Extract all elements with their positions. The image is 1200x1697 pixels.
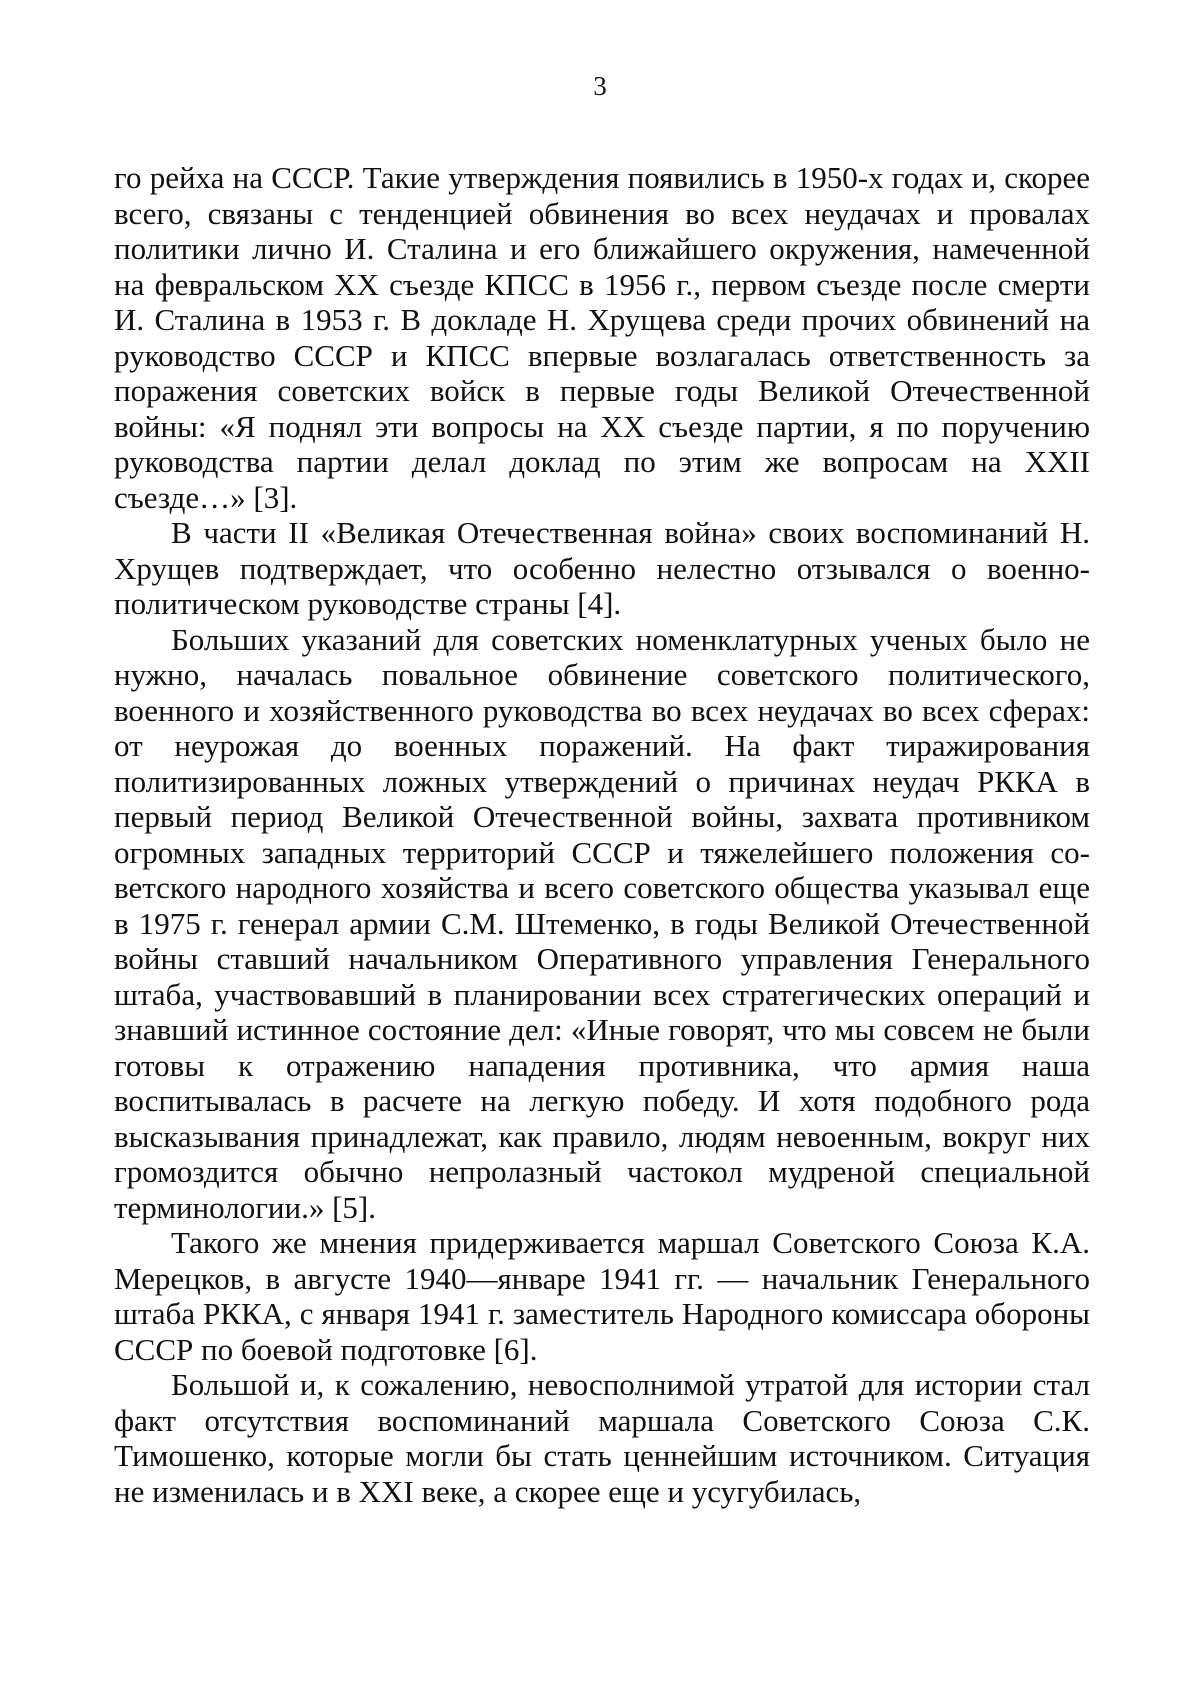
- page-number: 3: [593, 71, 607, 101]
- paragraph: Большой и, к сожалению, невосполнимой утратой для истории стал факт отсутствия воспоминаний маршала Советского Союза С.К. Тимошенко, которые могли бы стать ценнейшим источником. Ситуация не изменилась и в XXI веке, а скорее еще и усугубилась,: [114, 1367, 1090, 1509]
- paragraph: Больших указаний для советских номенклатурных ученых было не нужно, началась повальное обвинение советского политического, военного и хозяйственного руководства во всех неудачах во всех сферах: от неурожая до военных поражений. На факт тиражирования политизированных ложных утверждений о причинах неудач РККА в первый период Великой Отечественной войны, захвата противником огромных западных территорий СССР и тяжелейшего положения советского народного хозяйства и всего советского общества указывал еще в 1975 г. генерал армии С.М. Штеменко, в годы Великой Отечественной войны ставший начальником Оперативного управления Генерального штаба, участвовавший в планировании всех стратегических операций и знавший истинное состояние дел: «Иные говорят, что мы совсем не были готовы к отражению нападения противника, что армия наша воспитывалась в расчете на легкую победу. И хотя подобного рода высказывания принадлежат, как правило, людям невоенным, вокруг них громоздится обычно непролазный частокол мудреной специальной терминологии.» [5].: [114, 621, 1090, 1225]
- paragraph: Такого же мнения придерживается маршал Советского Союза К.А. Мерецков, в августе 1940—январе 1941 гг. — начальник Генерального штаба РККА, с января 1941 г. заместитель Народного комиссара обороны СССР по боевой подготовке [6].: [114, 1225, 1090, 1367]
- body-text: [114, 160, 1090, 1509]
- paragraph: го рейха на СССР. Такие утверждения появились в 1950-х годах и, скорее всего, связаны с тенденцией обвинения во всех неудачах и провалах политики лично И. Сталина и его ближайшего окружения, намеченной на февральском XX съезде КПСС в 1956 г., первом съезде после смерти И. Сталина в 1953 г. В докладе Н. Хрущева среди прочих обвинений на руководство СССР и КПСС впервые возлагалась ответственность за поражения советских войск в первые годы Великой Отечественной войны: «Я поднял эти вопросы на XX съезде партии, я по поручению руководства партии делал доклад по этим же вопросам на XXII съезде…» [3].: [114, 160, 1090, 515]
- paragraph: В части II «Великая Отечественная война» своих воспоминаний Н. Хрущев подтверждает, что особенно нелестно отзывался о военно-политическом руководстве страны [4].: [114, 515, 1090, 621]
